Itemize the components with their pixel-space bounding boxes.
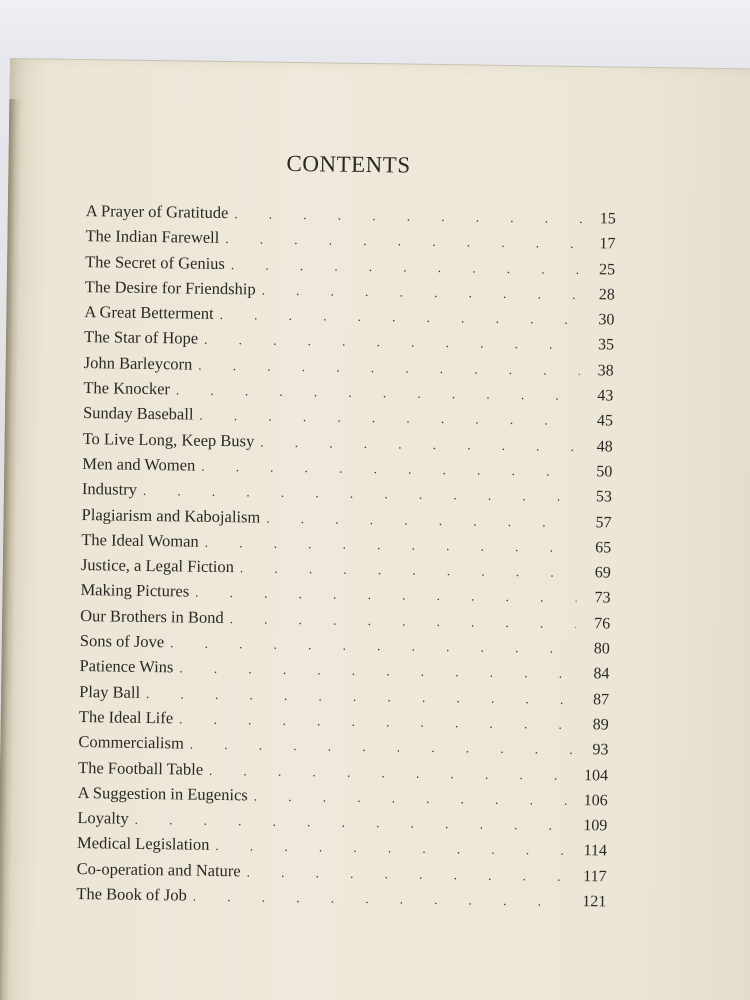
dot-leader (195, 585, 577, 606)
toc-entry-page-number: 89 (592, 716, 609, 734)
table-of-contents (76, 201, 616, 917)
dot-leader (135, 812, 574, 834)
dot-leader (176, 382, 580, 404)
dot-leader (209, 762, 574, 783)
toc-entry-page-number: 15 (599, 210, 616, 228)
toc-entry-page-number: 84 (593, 665, 610, 683)
toc-entry-title: A Great Betterment (84, 302, 214, 324)
toc-entry-title: Sunday Baseball (82, 403, 194, 424)
toc-entry-page-number: 65 (595, 539, 612, 557)
spine-shadow (0, 99, 21, 1000)
toc-entry-page-number: 93 (592, 741, 609, 759)
toc-entry-page-number: 35 (597, 336, 615, 354)
toc-entry-title: The Knocker (83, 378, 171, 399)
toc-entry-title: The Book of Job (76, 884, 187, 905)
toc-entry-title: Men and Women (82, 454, 196, 475)
toc-entry-title: The Secret of Genius (85, 251, 226, 273)
toc-entry-title: Co-operation and Nature (76, 858, 241, 881)
toc-entry-title: A Prayer of Gratitude (85, 201, 229, 223)
toc-entry-page-number: 28 (598, 286, 615, 304)
toc-entry-title: Justice, a Legal Fiction (80, 555, 235, 577)
dot-leader (260, 434, 579, 454)
dot-leader (231, 257, 581, 278)
dot-leader (247, 864, 573, 885)
toc-entry-page-number: 38 (597, 362, 614, 380)
toc-entry-title: To Live Long, Keep Busy (82, 428, 255, 451)
dot-leader (225, 231, 581, 252)
contents-heading: CONTENTS (286, 150, 411, 178)
dot-leader (205, 535, 578, 556)
dot-leader (146, 686, 575, 708)
toc-entry-title: The Football Table (77, 757, 204, 779)
toc-entry-page-number: 48 (596, 437, 613, 456)
toc-entry-title: Our Brothers in Bond (80, 605, 224, 627)
toc-entry-page-number: 69 (594, 564, 611, 582)
toc-entry-page-number: 30 (598, 311, 615, 329)
book-page (0, 58, 750, 1000)
dot-leader (254, 788, 574, 808)
toc-entry-page-number: 76 (594, 614, 611, 633)
dot-leader (204, 332, 580, 353)
toc-entry-page-number: 25 (598, 260, 616, 279)
toc-entry-title: The Star of Hope (83, 327, 199, 349)
dot-leader (240, 560, 577, 581)
toc-entry-page-number: 114 (583, 842, 608, 860)
toc-entry-page-number: 45 (596, 412, 614, 430)
toc-entry-page-number: 87 (592, 690, 610, 709)
dot-leader (170, 635, 576, 657)
toc-entry-title: The Desire for Friendship (84, 276, 256, 299)
dot-leader (190, 737, 575, 758)
toc-entry-page-number: 53 (595, 488, 613, 506)
dot-leader (143, 483, 578, 505)
toc-entry-page-number: 57 (595, 513, 612, 532)
dot-leader (179, 711, 575, 733)
toc-entry-title: Loyalty (77, 808, 129, 828)
dot-leader (234, 206, 582, 227)
toc-entry-page-number: 80 (593, 640, 610, 658)
toc-entry-title: The Indian Farewell (85, 226, 220, 248)
toc-entry-page-number: 106 (583, 791, 608, 810)
dot-leader (199, 408, 579, 429)
dot-leader (230, 611, 577, 632)
dot-leader (215, 838, 573, 859)
toc-entry-title: Plagiarism and Kabojalism (81, 504, 261, 527)
toc-entry-title: Commercialism (78, 732, 184, 753)
toc-entry-page-number: 117 (583, 867, 607, 886)
toc-entry-page-number: 43 (597, 387, 614, 405)
toc-entry-title: The Ideal Woman (81, 529, 199, 551)
toc-entry-page-number: 109 (583, 817, 608, 835)
toc-entry-title: The Ideal Life (78, 706, 174, 728)
toc-entry-page-number: 121 (582, 893, 607, 911)
dot-leader (266, 510, 577, 530)
dot-leader (198, 357, 580, 378)
toc-entry-title: Patience Wins (79, 656, 174, 677)
dot-leader (201, 459, 578, 480)
toc-entry-title: John Barleycorn (83, 352, 193, 374)
dot-leader (220, 307, 581, 328)
toc-entry-title: Play Ball (79, 681, 141, 702)
dot-leader (193, 889, 573, 910)
toc-entry-page-number: 104 (583, 766, 609, 784)
dot-leader (179, 661, 575, 683)
toc-entry-title: Medical Legislation (76, 833, 210, 855)
toc-entry-title: Sons of Jove (79, 631, 165, 652)
dot-leader (262, 282, 581, 302)
toc-entry-title: Industry (81, 479, 138, 500)
toc-entry-page-number: 50 (596, 463, 613, 481)
toc-entry-page-number: 73 (594, 589, 611, 607)
toc-entry-page-number: 17 (599, 235, 616, 253)
toc-entry-title: Making Pictures (80, 580, 190, 602)
toc-entry-title: A Suggestion in Eugenics (77, 782, 248, 805)
